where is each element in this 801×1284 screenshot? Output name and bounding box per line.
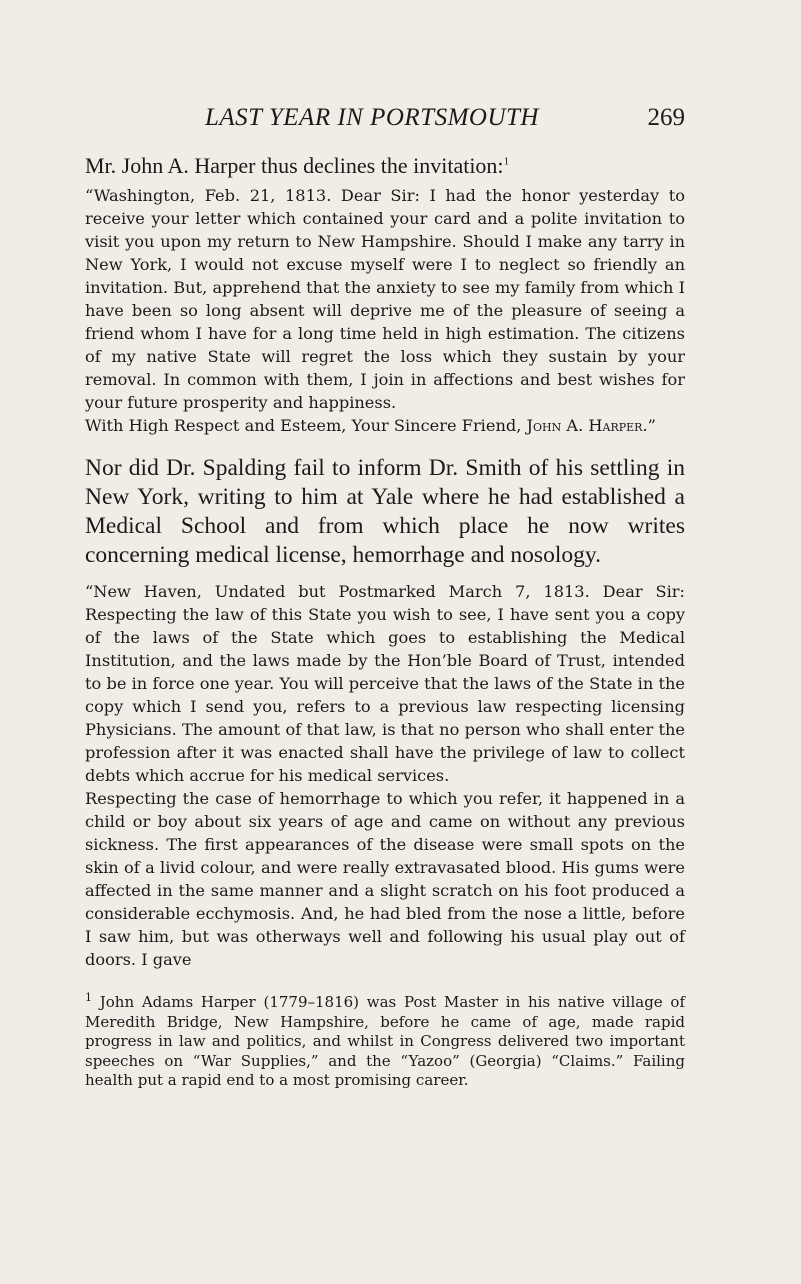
spalding-letter-paragraph-1: “New Haven, Undated but Postmarked March 7, 1813. Dear Sir: Respecting the law of this State you wish to see, I have sent you a copy of the laws of the State which goes to establishing the Medical Institution, and the laws made by the Hon’ble Board of Trust, intended to be in force one year. You will perceive that the laws of the State in the copy which I send you, refers to a previous law respecting licensing Physicians. The amount of that law, is that no person who shall enter the profession after it was enacted shall have the privilege of law to collect debts which accrue for his medical services. bbox=[85, 582, 685, 785]
harper-letter-body: “Washington, Feb. 21, 1813. Dear Sir: I had the honor yesterday to receive your letter which contained your card and a polite invitation to visit you upon my return to New Hampshire. Should I make any tarry in New York, I would not excuse myself were I to neglect so friendly an invitation. But, apprehend that the anxiety to see my family from which I have been so long absent will deprive me of the pleasure of seeing a friend whom I have for a long time held in high estimation. The citizens of my native State will regret the loss which they sustain by your removal. In common with them, I join in affections and best wishes for your future prosperity and happiness. bbox=[85, 186, 685, 412]
intro-sentence bbox=[85, 152, 685, 180]
closing-quote: ” bbox=[647, 416, 656, 435]
running-title: LAST YEAR IN PORTSMOUTH bbox=[205, 104, 539, 131]
page-number: 269 bbox=[647, 104, 685, 131]
footnote-mark: 1 bbox=[85, 991, 92, 1004]
narrative-paragraph: Nor did Dr. Spalding fail to inform Dr. Smith of his settling in New York, writing to him at Yale where he had established a Medical School and from which place he now writes concerning medical license, hemorrhage and nosology. bbox=[85, 455, 685, 568]
intro-text: Mr. John A. Harper thus declines the invitation: bbox=[85, 153, 504, 178]
signature: John A. Harper. bbox=[526, 416, 648, 435]
footnote bbox=[85, 993, 685, 1091]
footnote-text: John Adams Harper (1779–1816) was Post Master in his native village of Meredith Bridge, New Hampshire, before he came of age, made rapid progress in law and politics, and whilst in Congress delivered two important speeches on “War Supplies,” and the “Yazoo” (Georgia) “Claims.” Failing health put a rapid end to a most promising career. bbox=[85, 993, 685, 1089]
closing-text: With High Respect and Esteem, Your Sincere Friend, bbox=[85, 416, 527, 435]
spalding-letter-paragraph-2: Respecting the case of hemorrhage to which you refer, it happened in a child or boy about six years of age and came on without any previous sickness. The first appearances of the disease were small spots on the skin of a livid colour, and were really extravasated blood. His gums were affected in the same manner and a slight scratch on his foot produced a considerable ecchymosis. And, he had bled from the nose a little, before I saw him, but was otherways well and following his usual play out of doors. I gave bbox=[85, 789, 685, 969]
harper-letter-closing bbox=[85, 414, 685, 437]
book-page bbox=[85, 98, 685, 1091]
running-header bbox=[85, 98, 685, 138]
footnote-reference: 1 bbox=[503, 155, 510, 168]
